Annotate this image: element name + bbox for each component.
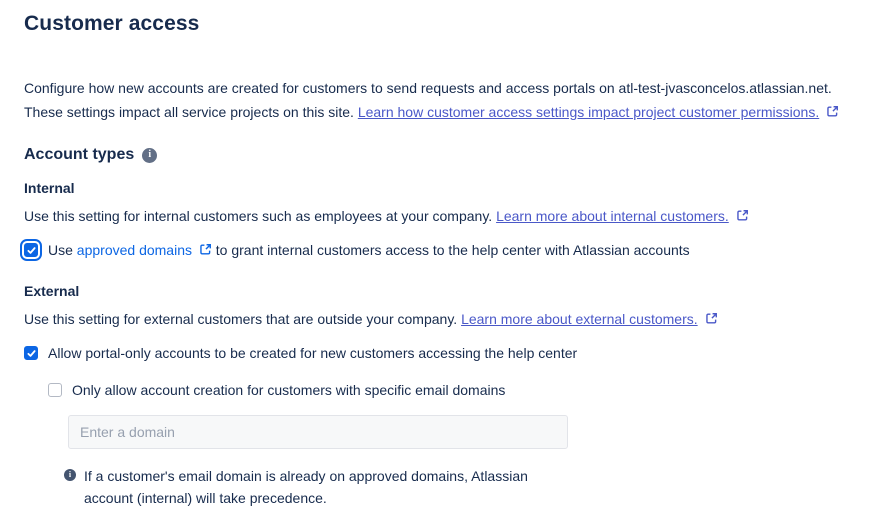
external-link-icon — [199, 243, 212, 256]
external-description — [24, 309, 865, 329]
customer-access-settings-link[interactable] — [358, 104, 819, 120]
external-description-text: Use this setting for external customers that are outside your company. — [24, 311, 458, 327]
external-link-icon — [826, 105, 839, 118]
page-title: Customer access — [24, 12, 200, 35]
portal-accounts-checkbox[interactable] — [24, 346, 38, 360]
label-prefix: Use — [48, 242, 73, 258]
info-icon: i — [64, 469, 76, 481]
info-icon[interactable]: i — [142, 148, 157, 163]
specific-domains-checkbox[interactable] — [48, 383, 62, 397]
precedence-note — [64, 465, 569, 509]
external-link-label: Learn more about external customers. — [461, 311, 698, 327]
external-section — [24, 283, 865, 509]
precedence-note-text: If a customer's email domain is already on approved domains, Atlassian account (internal) will take precedence. — [84, 468, 528, 506]
domain-input[interactable] — [68, 415, 568, 449]
intro-paragraph — [24, 76, 865, 124]
approved-domains-label — [48, 240, 690, 261]
domain-input-wrap — [68, 415, 865, 449]
approved-domains-row — [24, 240, 865, 261]
label-suffix: to grant internal customers access to the help center with Atlassian accounts — [215, 242, 690, 258]
internal-link-label: Learn more about internal customers. — [496, 208, 729, 224]
external-link-icon — [705, 312, 718, 325]
external-heading: External — [24, 283, 80, 299]
internal-customers-link[interactable] — [496, 208, 729, 224]
portal-accounts-row — [24, 343, 865, 364]
intro-link-label: Learn how customer access settings impact project customer permissions. — [357, 104, 820, 120]
approved-domains-checkbox[interactable] — [24, 243, 38, 257]
account-types-heading: Account types — [24, 146, 135, 163]
internal-description-text: Use this setting for internal customers such as employees at your company. — [24, 208, 493, 224]
intro-text: Configure how new accounts are created for customers to send requests and access portals on atl-test-jvasconcelos.atlassian.net. These settings impact all service projects on this site. — [24, 80, 832, 120]
approved-domains-link-label: approved domains — [76, 242, 192, 258]
approved-domains-link[interactable] — [77, 242, 192, 258]
external-link-icon — [736, 209, 749, 222]
specific-domains-label: Only allow account creation for customers with specific email domains — [72, 382, 506, 398]
specific-domains-row — [48, 380, 865, 401]
internal-description — [24, 206, 865, 226]
internal-heading: Internal — [24, 180, 75, 196]
portal-accounts-label: Allow portal-only accounts to be created for new customers accessing the help center — [48, 345, 578, 361]
account-types-header — [24, 146, 865, 164]
external-customers-link[interactable] — [461, 311, 698, 327]
internal-section — [24, 180, 865, 261]
